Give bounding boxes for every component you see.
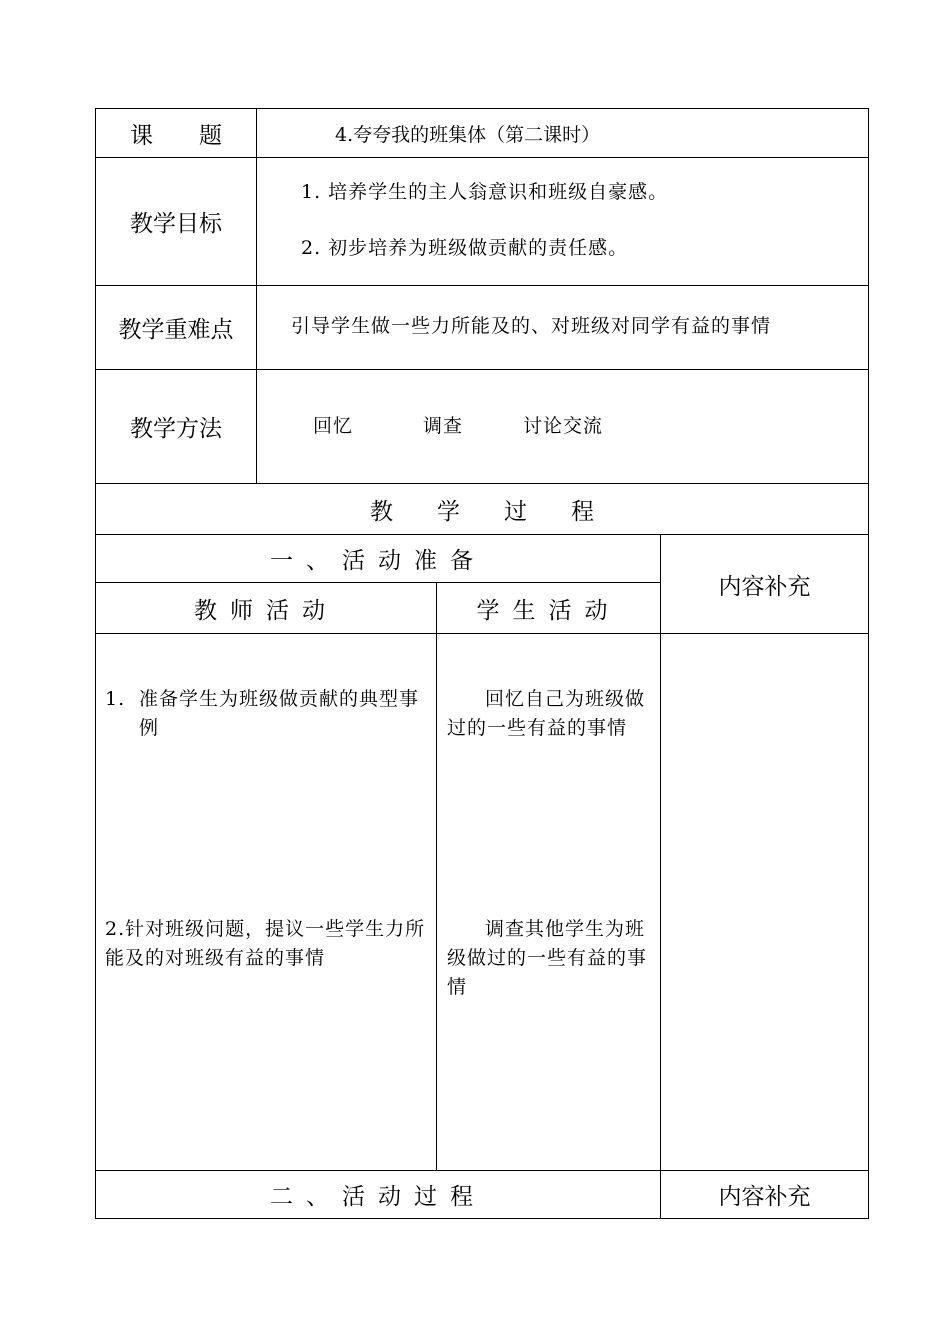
student-item: 回忆自己为班级做过的一些有益的事情 — [447, 688, 646, 739]
key-points-label: 教学重难点 — [96, 286, 257, 370]
teacher-item — [105, 685, 426, 915]
key-points-value: 引导学生做一些力所能及的、对班级对同学有益的事情 — [257, 286, 869, 370]
student-item: 调查其他学生为班级做过的一些有益的事情 — [447, 918, 648, 998]
section2-supplement-label: 内容补充 — [661, 1171, 869, 1219]
subject-row — [96, 109, 869, 158]
key-points-row — [96, 286, 869, 370]
teacher-activity-cell — [96, 634, 437, 1171]
section1-body-row — [96, 634, 869, 1171]
method-item: 讨论交流 — [523, 415, 604, 437]
goals-row — [96, 158, 869, 286]
teacher-item-number: 1. — [105, 688, 126, 710]
goals-label: 教学目标 — [96, 158, 257, 286]
teacher-activity-header: 教师活动 — [96, 583, 437, 634]
method-item: 调查 — [423, 415, 464, 437]
subject-value: 4.夸夸我的班集体（第二课时） — [257, 109, 869, 158]
section1-supplement-label: 内容补充 — [661, 535, 869, 634]
section2-title-row — [96, 1171, 869, 1219]
section1-title: 一、活动准备 — [96, 535, 661, 583]
lesson-plan-table — [95, 108, 869, 1219]
teacher-item-text: 准备学生为班级做贡献的典型事例 — [139, 688, 420, 739]
goal-item: 1. 培养学生的主人翁意识和班级自豪感。 — [301, 181, 669, 203]
section1-title-row — [96, 535, 869, 583]
section2-title: 二、活动过程 — [96, 1171, 661, 1219]
student-activity-cell — [437, 634, 661, 1171]
methods-label: 教学方法 — [96, 370, 257, 484]
method-item: 回忆 — [313, 415, 354, 437]
subject-label: 课 题 — [96, 109, 257, 158]
methods-list — [257, 370, 869, 484]
process-title: 教学过程 — [96, 484, 869, 535]
process-title-row — [96, 484, 869, 535]
teacher-item: 2.针对班级问题，提议一些学生力所能及的对班级有益的事情 — [105, 918, 426, 969]
goal-item: 2. 初步培养为班级做贡献的责任感。 — [301, 237, 629, 259]
goals-list — [257, 158, 869, 286]
student-activity-header: 学生活动 — [437, 583, 661, 634]
methods-row — [96, 370, 869, 484]
section1-supplement-cell — [661, 634, 869, 1171]
